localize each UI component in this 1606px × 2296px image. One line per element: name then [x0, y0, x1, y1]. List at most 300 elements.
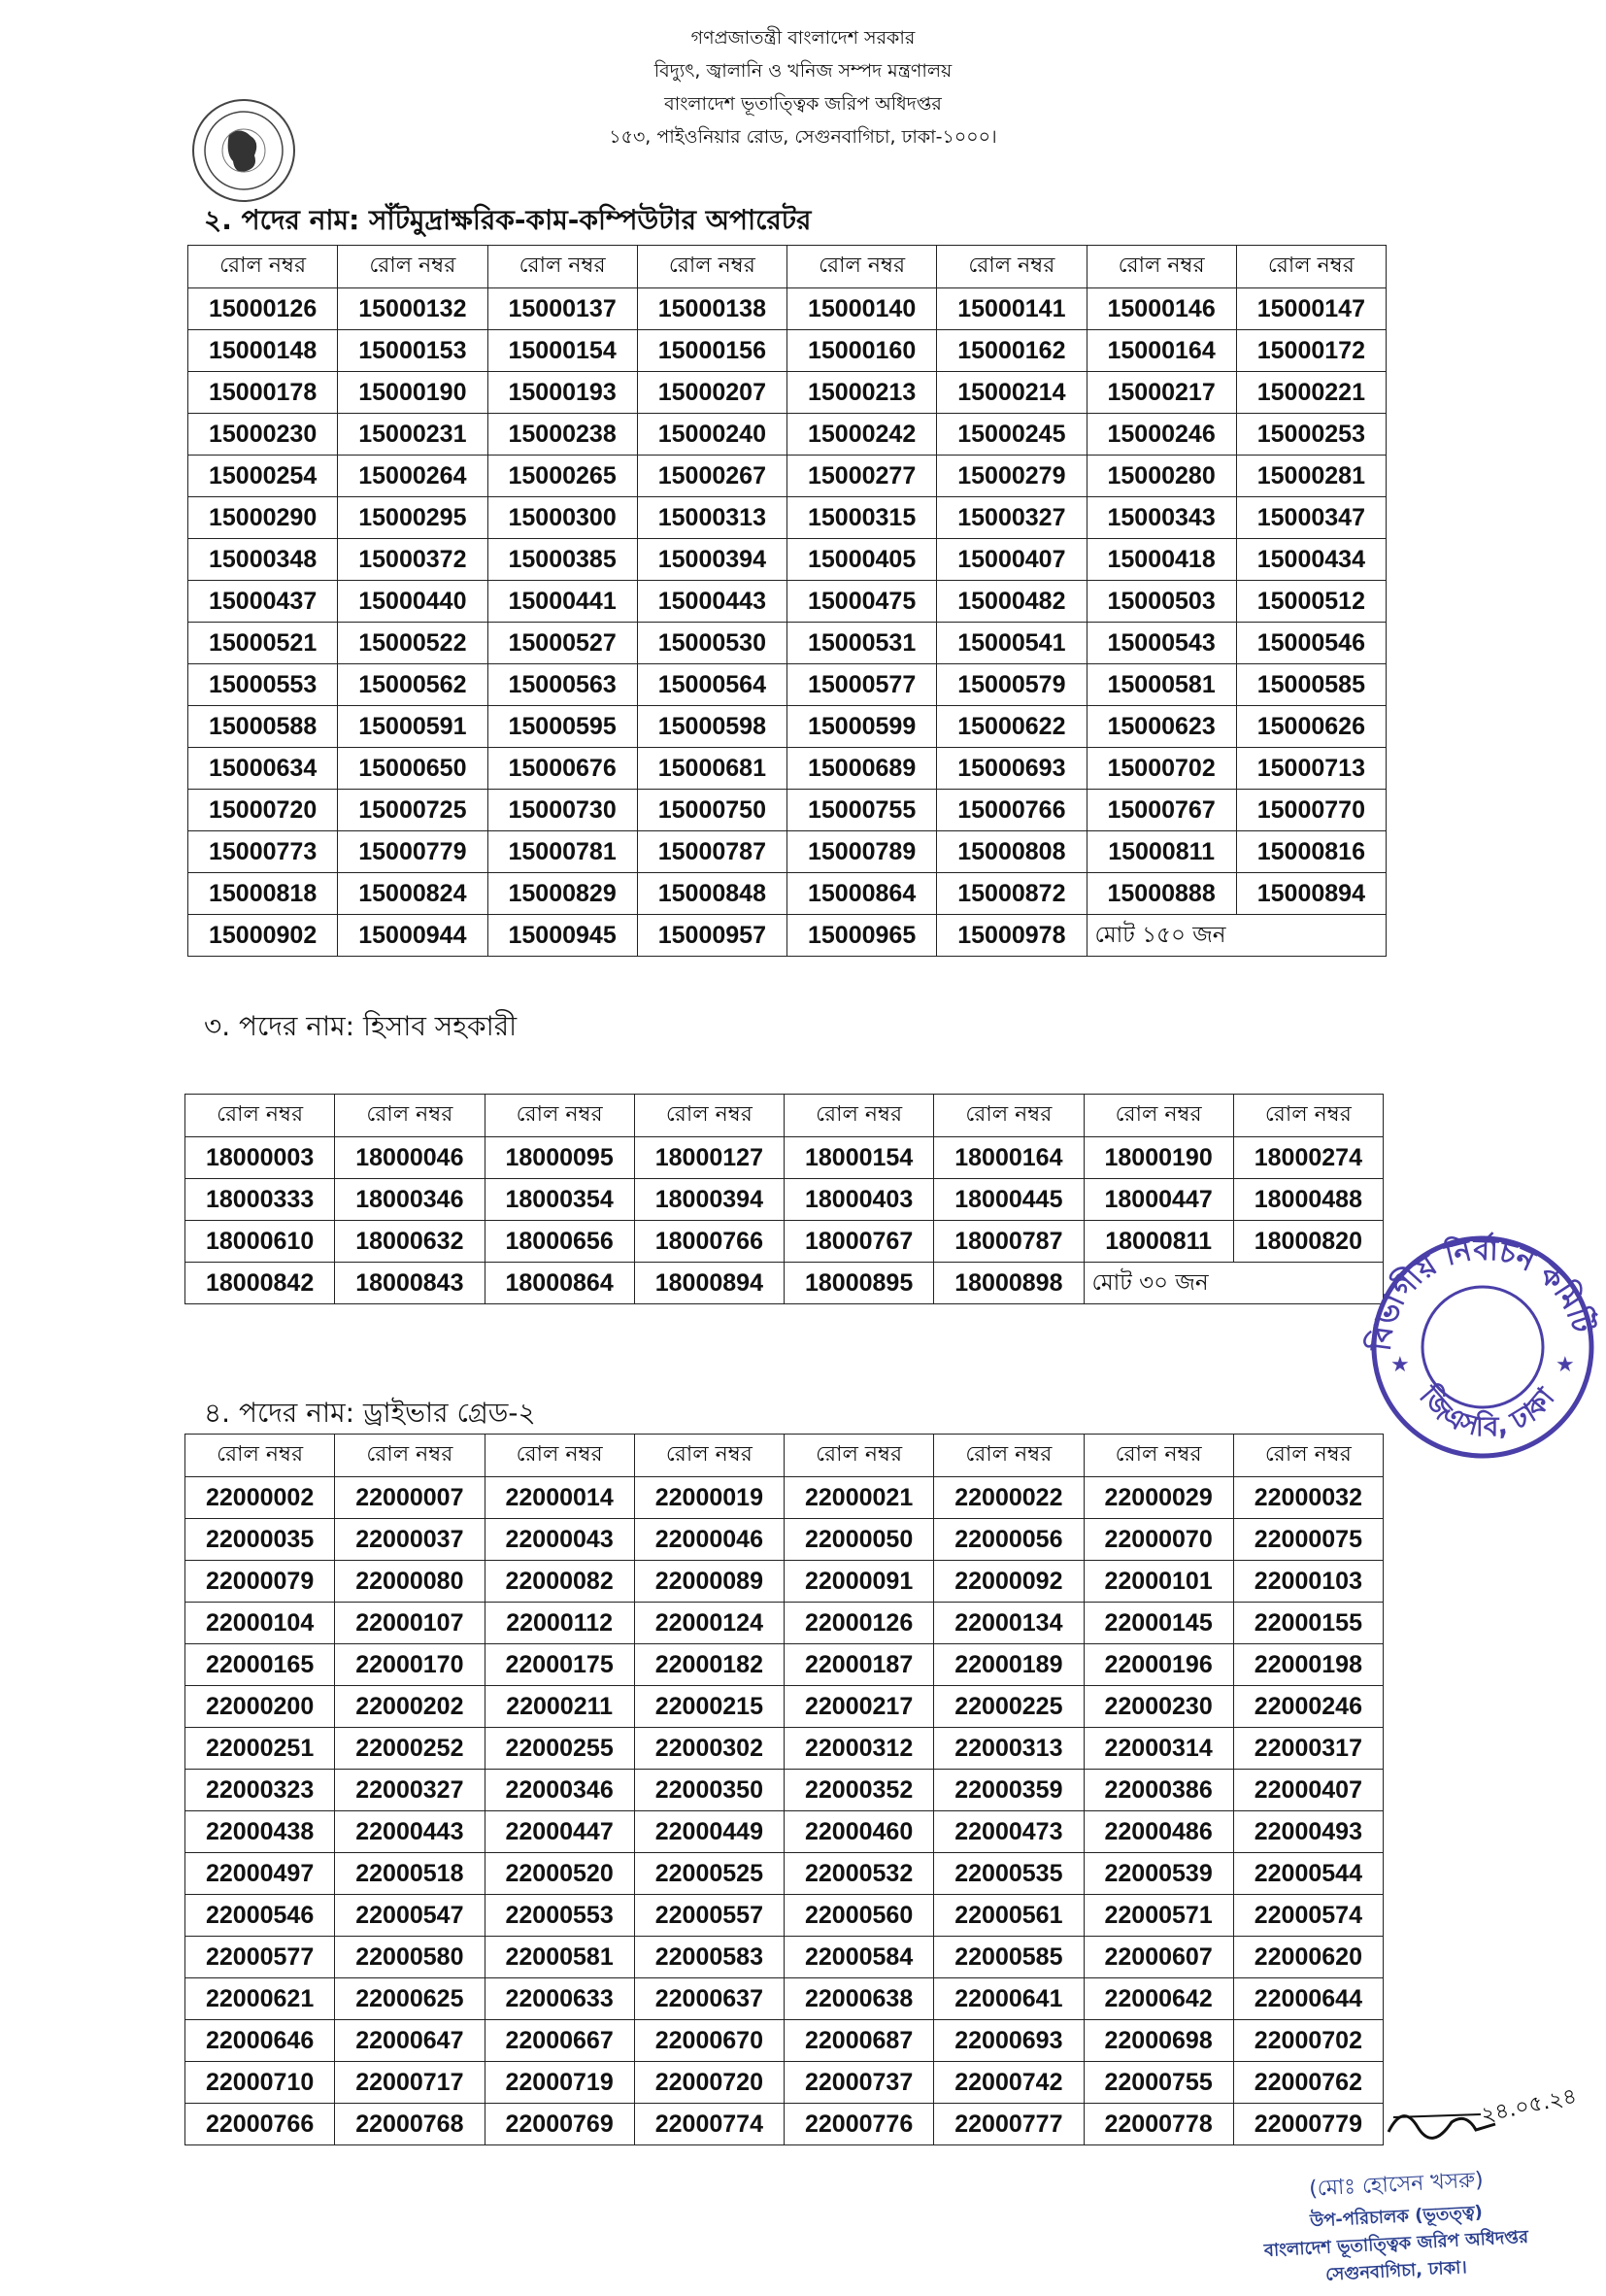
- roll-number-cell: 22000046: [634, 1519, 784, 1561]
- roll-number-cell: 15000599: [787, 706, 937, 748]
- roll-number-cell: 18000154: [785, 1137, 934, 1179]
- roll-number-cell: 18000274: [1233, 1137, 1383, 1179]
- roll-number-cell: 22000230: [1084, 1686, 1233, 1728]
- roll-number-cell: 18000127: [634, 1137, 784, 1179]
- roll-number-cell: 15000475: [787, 581, 937, 623]
- roll-number-cell: 22000580: [335, 1937, 485, 1978]
- table-row: [188, 539, 1387, 581]
- roll-number-cell: 18000895: [785, 1263, 934, 1304]
- roll-number-cell: 22000776: [785, 2104, 934, 2145]
- roll-number-cell: 22000126: [785, 1603, 934, 1644]
- roll-number-cell: 18000394: [634, 1179, 784, 1221]
- roll-number-cell: 22000002: [185, 1477, 335, 1519]
- roll-number-cell: 15000944: [338, 915, 487, 957]
- roll-number-cell: 22000352: [785, 1770, 934, 1811]
- roll-number-cell: 15000290: [188, 497, 338, 539]
- roll-number-cell: 22000641: [934, 1978, 1084, 2020]
- roll-number-cell: 22000547: [335, 1895, 485, 1937]
- column-header: রোল নম্বর: [1233, 1435, 1383, 1477]
- roll-number-cell: 15000437: [188, 581, 338, 623]
- roll-number-cell: 22000698: [1084, 2020, 1233, 2062]
- roll-number-cell: 22000302: [634, 1728, 784, 1770]
- roll-number-cell: 15000279: [937, 456, 1087, 497]
- table-row: [185, 2104, 1384, 2145]
- roll-number-cell: 22000032: [1233, 1477, 1383, 1519]
- roll-number-cell: 15000214: [937, 372, 1087, 414]
- roll-number-cell: 22000037: [335, 1519, 485, 1561]
- column-header: রোল নম্বর: [338, 246, 487, 288]
- roll-number-cell: 22000762: [1233, 2062, 1383, 2104]
- roll-number-cell: 15000434: [1236, 539, 1386, 581]
- table-row: [188, 497, 1387, 539]
- roll-number-cell: 15000178: [188, 372, 338, 414]
- roll-number-cell: 22000089: [634, 1561, 784, 1603]
- roll-number-cell: 15000622: [937, 706, 1087, 748]
- roll-number-cell: 22000621: [185, 1978, 335, 2020]
- roll-number-cell: 18000333: [185, 1179, 335, 1221]
- roll-number-cell: 22000103: [1233, 1561, 1383, 1603]
- roll-number-cell: 22000255: [485, 1728, 634, 1770]
- roll-number-cell: 18000843: [335, 1263, 485, 1304]
- roll-number-cell: 15000864: [787, 873, 937, 915]
- table-row: [185, 2062, 1384, 2104]
- roll-number-cell: 22000134: [934, 1603, 1084, 1644]
- roll-number-cell: 15000779: [338, 831, 487, 873]
- roll-number-cell: 22000443: [335, 1811, 485, 1853]
- roll-number-cell: 15000626: [1236, 706, 1386, 748]
- table-row: [185, 1853, 1384, 1895]
- signature-date-text: ২৪.০৫.২৪: [1479, 2083, 1580, 2129]
- roll-number-cell: 22000313: [934, 1728, 1084, 1770]
- roll-number-cell: 15000313: [637, 497, 786, 539]
- roll-number-cell: 15000770: [1236, 790, 1386, 831]
- roll-number-cell: 15000217: [1087, 372, 1236, 414]
- roll-number-cell: 15000623: [1087, 706, 1236, 748]
- roll-number-cell: 22000200: [185, 1686, 335, 1728]
- column-header: রোল নম্বর: [185, 1095, 335, 1137]
- roll-number-cell: 22000720: [634, 2062, 784, 2104]
- roll-number-cell: 18000046: [335, 1137, 485, 1179]
- roll-number-cell: 15000787: [637, 831, 786, 873]
- roll-number-cell: 15000781: [487, 831, 637, 873]
- roll-number-cell: 22000092: [934, 1561, 1084, 1603]
- roll-number-cell: 15000824: [338, 873, 487, 915]
- roll-number-cell: 22000021: [785, 1477, 934, 1519]
- roll-number-cell: 22000577: [185, 1937, 335, 1978]
- roll-number-cell: 15000162: [937, 330, 1087, 372]
- table-row: [188, 706, 1387, 748]
- roll-number-cell: 22000175: [485, 1644, 634, 1686]
- table-row: [188, 873, 1387, 915]
- roll-number-cell: 22000246: [1233, 1686, 1383, 1728]
- signature-date: [1384, 2083, 1597, 2151]
- roll-number-cell: 22000642: [1084, 1978, 1233, 2020]
- column-header: রোল নম্বর: [787, 246, 937, 288]
- roll-number-cell: 18000632: [335, 1221, 485, 1263]
- table-row: [188, 330, 1387, 372]
- roll-number-cell: 15000530: [637, 623, 786, 664]
- roll-number-cell: 22000082: [485, 1561, 634, 1603]
- roll-number-cell: 15000153: [338, 330, 487, 372]
- roll-number-cell: 15000766: [937, 790, 1087, 831]
- roll-number-cell: 22000717: [335, 2062, 485, 2104]
- roll-number-cell: 15000253: [1236, 414, 1386, 456]
- table-row: [185, 1477, 1384, 1519]
- roll-number-cell: 15000348: [188, 539, 338, 581]
- roll-number-cell: 22000742: [934, 2062, 1084, 2104]
- official-office: বাংলাদেশ ভূতাত্ত্বিক জরিপ অধিদপ্তর: [1263, 2226, 1529, 2262]
- roll-number-cell: 22000574: [1233, 1895, 1383, 1937]
- roll-number-cell: 22000251: [185, 1728, 335, 1770]
- column-header: রোল নম্বর: [487, 246, 637, 288]
- roll-number-cell: 15000595: [487, 706, 637, 748]
- roll-number-cell: 15000720: [188, 790, 338, 831]
- roll-number-cell: 15000713: [1236, 748, 1386, 790]
- roll-number-cell: 22000022: [934, 1477, 1084, 1519]
- table-row: [185, 1179, 1384, 1221]
- column-header: রোল নম্বর: [185, 1435, 335, 1477]
- roll-number-cell: 15000265: [487, 456, 637, 497]
- column-header: রোল নম্বর: [335, 1435, 485, 1477]
- roll-number-cell: 15000750: [637, 790, 786, 831]
- section-title-accounts-assistant: ৩. পদের নাম: হিসাব সহকারী: [204, 1010, 518, 1042]
- roll-number-cell: 18000447: [1084, 1179, 1233, 1221]
- table-row: [185, 1561, 1384, 1603]
- roll-number-cell: 18000445: [934, 1179, 1084, 1221]
- roll-number-cell: 15000811: [1087, 831, 1236, 873]
- roll-number-cell: 22000080: [335, 1561, 485, 1603]
- roll-number-cell: 15000190: [338, 372, 487, 414]
- column-header: রোল নম্বর: [637, 246, 786, 288]
- roll-number-cell: 22000670: [634, 2020, 784, 2062]
- roll-number-cell: 15000693: [937, 748, 1087, 790]
- roll-number-cell: 15000164: [1087, 330, 1236, 372]
- roll-number-cell: 22000211: [485, 1686, 634, 1728]
- roll-number-cell: 15000527: [487, 623, 637, 664]
- table-row: [185, 1603, 1384, 1644]
- table-row: [185, 1978, 1384, 2020]
- roll-table-driver: [184, 1434, 1384, 2145]
- roll-number-cell: 22000182: [634, 1644, 784, 1686]
- department-name: বাংলাদেশ ভূতাত্ত্বিক জরিপ অধিদপ্তর: [664, 93, 942, 115]
- roll-number-cell: 22000014: [485, 1477, 634, 1519]
- roll-number-cell: 15000254: [188, 456, 338, 497]
- column-header: রোল নম্বর: [485, 1095, 634, 1137]
- roll-number-cell: 22000314: [1084, 1728, 1233, 1770]
- roll-number-cell: 22000104: [185, 1603, 335, 1644]
- roll-number-cell: 15000277: [787, 456, 937, 497]
- roll-number-cell: 22000737: [785, 2062, 934, 2104]
- roll-number-cell: 15000634: [188, 748, 338, 790]
- stamp-bottom-text: জিএসবি, ঢাকা: [1413, 1380, 1561, 1443]
- roll-number-cell: 15000541: [937, 623, 1087, 664]
- column-header: রোল নম্বর: [634, 1095, 784, 1137]
- official-designation: উপ-পরিচালক (ভূতত্ত্ব): [1309, 2202, 1484, 2232]
- roll-number-cell: 22000768: [335, 2104, 485, 2145]
- roll-number-cell: 15000405: [787, 539, 937, 581]
- roll-number-cell: 15000267: [637, 456, 786, 497]
- roll-number-cell: 15000443: [637, 581, 786, 623]
- roll-number-cell: 15000564: [637, 664, 786, 706]
- roll-number-cell: 22000460: [785, 1811, 934, 1853]
- roll-number-cell: 22000035: [185, 1519, 335, 1561]
- roll-number-cell: 15000676: [487, 748, 637, 790]
- roll-number-cell: 22000520: [485, 1853, 634, 1895]
- roll-number-cell: 22000187: [785, 1644, 934, 1686]
- official-address: সেগুনবাগিচা, ঢাকা।: [1324, 2257, 1468, 2285]
- roll-number-cell: 15000238: [487, 414, 637, 456]
- roll-number-cell: 22000189: [934, 1644, 1084, 1686]
- roll-number-cell: 22000196: [1084, 1644, 1233, 1686]
- roll-number-cell: 15000315: [787, 497, 937, 539]
- roll-number-cell: 18000610: [185, 1221, 335, 1263]
- roll-number-cell: 22000112: [485, 1603, 634, 1644]
- roll-number-cell: 22000170: [335, 1644, 485, 1686]
- roll-number-cell: 22000202: [335, 1686, 485, 1728]
- roll-number-cell: 15000965: [787, 915, 937, 957]
- roll-number-cell: 15000160: [787, 330, 937, 372]
- total-count-cell: মোট ৩০ জন: [1084, 1263, 1384, 1304]
- roll-number-cell: 15000440: [338, 581, 487, 623]
- roll-number-cell: 22000560: [785, 1895, 934, 1937]
- roll-table-stenographer: [187, 245, 1387, 957]
- roll-number-cell: 22000584: [785, 1937, 934, 1978]
- roll-number-cell: 22000007: [335, 1477, 485, 1519]
- roll-number-cell: 15000407: [937, 539, 1087, 581]
- roll-number-cell: 22000386: [1084, 1770, 1233, 1811]
- roll-number-cell: 22000029: [1084, 1477, 1233, 1519]
- roll-number-cell: 22000056: [934, 1519, 1084, 1561]
- column-header: রোল নম্বর: [785, 1095, 934, 1137]
- roll-number-cell: 15000343: [1087, 497, 1236, 539]
- roll-number-cell: 18000488: [1233, 1179, 1383, 1221]
- roll-number-cell: 15000327: [937, 497, 1087, 539]
- roll-number-cell: 15000702: [1087, 748, 1236, 790]
- roll-number-cell: 22000535: [934, 1853, 1084, 1895]
- table-row: [185, 1811, 1384, 1853]
- table-row: [188, 790, 1387, 831]
- roll-number-cell: 22000637: [634, 1978, 784, 2020]
- ministry-name: বিদ্যুৎ, জ্বালানি ও খনিজ সম্পদ মন্ত্রণালয়: [653, 60, 953, 82]
- table-row: [188, 664, 1387, 706]
- roll-number-cell: 15000418: [1087, 539, 1236, 581]
- table-row: [185, 1937, 1384, 1978]
- roll-number-cell: 22000493: [1233, 1811, 1383, 1853]
- roll-number-cell: 15000172: [1236, 330, 1386, 372]
- roll-number-cell: 22000043: [485, 1519, 634, 1561]
- column-header: রোল নম্বর: [1236, 246, 1386, 288]
- roll-number-cell: 15000146: [1087, 288, 1236, 330]
- roll-number-cell: 22000350: [634, 1770, 784, 1811]
- svg-text:★: ★: [1390, 1353, 1410, 1377]
- roll-number-cell: 18000898: [934, 1263, 1084, 1304]
- roll-number-cell: 15000543: [1087, 623, 1236, 664]
- roll-number-cell: 15000503: [1087, 581, 1236, 623]
- roll-number-cell: 15000945: [487, 915, 637, 957]
- roll-number-cell: 22000766: [185, 2104, 335, 2145]
- roll-number-cell: 15000553: [188, 664, 338, 706]
- roll-number-cell: 15000230: [188, 414, 338, 456]
- roll-number-cell: 22000323: [185, 1770, 335, 1811]
- column-header: রোল নম্বর: [785, 1435, 934, 1477]
- roll-number-cell: 15000521: [188, 623, 338, 664]
- table-row: [188, 456, 1387, 497]
- table-row: [188, 288, 1387, 330]
- roll-number-cell: 22000620: [1233, 1937, 1383, 1978]
- roll-number-cell: 22000050: [785, 1519, 934, 1561]
- roll-number-cell: 15000281: [1236, 456, 1386, 497]
- roll-number-cell: 18000346: [335, 1179, 485, 1221]
- roll-number-cell: 22000486: [1084, 1811, 1233, 1853]
- roll-number-cell: 15000482: [937, 581, 1087, 623]
- roll-number-cell: 18000164: [934, 1137, 1084, 1179]
- roll-number-cell: 15000725: [338, 790, 487, 831]
- roll-number-cell: 15000156: [637, 330, 786, 372]
- roll-number-cell: 15000280: [1087, 456, 1236, 497]
- table-row: [188, 748, 1387, 790]
- table-row: [185, 1137, 1384, 1179]
- roll-number-cell: 22000312: [785, 1728, 934, 1770]
- roll-number-cell: 22000647: [335, 2020, 485, 2062]
- roll-number-cell: 15000588: [188, 706, 338, 748]
- roll-number-cell: 18000864: [485, 1263, 634, 1304]
- roll-number-cell: 22000075: [1233, 1519, 1383, 1561]
- table-row: [185, 1221, 1384, 1263]
- roll-number-cell: 15000264: [338, 456, 487, 497]
- roll-number-cell: 15000585: [1236, 664, 1386, 706]
- roll-number-cell: 15000808: [937, 831, 1087, 873]
- roll-number-cell: 15000579: [937, 664, 1087, 706]
- roll-number-cell: 15000577: [787, 664, 937, 706]
- column-header: রোল নম্বর: [485, 1435, 634, 1477]
- roll-number-cell: 18000787: [934, 1221, 1084, 1263]
- roll-number-cell: 18000767: [785, 1221, 934, 1263]
- office-address: ১৫৩, পাইওনিয়ার রোড, সেগুনবাগিচা, ঢাকা-১০০০।: [609, 126, 997, 148]
- roll-number-cell: 18000656: [485, 1221, 634, 1263]
- roll-number-cell: 22000561: [934, 1895, 1084, 1937]
- column-header: রোল নম্বর: [335, 1095, 485, 1137]
- roll-number-cell: 15000221: [1236, 372, 1386, 414]
- roll-number-cell: 22000079: [185, 1561, 335, 1603]
- roll-number-cell: 22000327: [335, 1770, 485, 1811]
- official-signature-block: [1192, 2168, 1600, 2285]
- roll-number-cell: 22000317: [1233, 1728, 1383, 1770]
- roll-number-cell: 22000447: [485, 1811, 634, 1853]
- roll-number-cell: 22000449: [634, 1811, 784, 1853]
- roll-number-cell: 22000585: [934, 1937, 1084, 1978]
- roll-number-cell: 22000539: [1084, 1853, 1233, 1895]
- table-header-row: [185, 1095, 1384, 1137]
- roll-number-cell: 15000295: [338, 497, 487, 539]
- table-row: [185, 1644, 1384, 1686]
- roll-number-cell: 15000789: [787, 831, 937, 873]
- roll-number-cell: 15000231: [338, 414, 487, 456]
- roll-number-cell: 18000766: [634, 1221, 784, 1263]
- roll-number-cell: 15000207: [637, 372, 786, 414]
- roll-number-cell: 22000124: [634, 1603, 784, 1644]
- roll-number-cell: 15000126: [188, 288, 338, 330]
- roll-number-cell: 15000213: [787, 372, 937, 414]
- table-row: [185, 2020, 1384, 2062]
- roll-number-cell: 22000646: [185, 2020, 335, 2062]
- roll-number-cell: 15000531: [787, 623, 937, 664]
- table-row: [188, 623, 1387, 664]
- roll-number-cell: 18000811: [1084, 1221, 1233, 1263]
- roll-number-cell: 15000755: [787, 790, 937, 831]
- table-row: [188, 581, 1387, 623]
- committee-stamp-icon: [1352, 1226, 1606, 1469]
- roll-number-cell: 22000774: [634, 2104, 784, 2145]
- roll-number-cell: 15000148: [188, 330, 338, 372]
- roll-number-cell: 22000755: [1084, 2062, 1233, 2104]
- roll-number-cell: 15000137: [487, 288, 637, 330]
- stamp-top-text: বিভাগীয় নির্বাচন কমিটি: [1363, 1232, 1599, 1354]
- roll-number-cell: 22000525: [634, 1853, 784, 1895]
- roll-number-cell: 22000019: [634, 1477, 784, 1519]
- roll-number-cell: 15000240: [637, 414, 786, 456]
- roll-number-cell: 22000101: [1084, 1561, 1233, 1603]
- roll-number-cell: 15000581: [1087, 664, 1236, 706]
- roll-number-cell: 22000719: [485, 2062, 634, 2104]
- roll-number-cell: 18000842: [185, 1263, 335, 1304]
- column-header: রোল নম্বর: [188, 246, 338, 288]
- roll-number-cell: 15000512: [1236, 581, 1386, 623]
- roll-number-cell: 15000872: [937, 873, 1087, 915]
- table-header-row: [188, 246, 1387, 288]
- column-header: রোল নম্বর: [634, 1435, 784, 1477]
- roll-number-cell: 18000354: [485, 1179, 634, 1221]
- roll-number-cell: 22000518: [335, 1853, 485, 1895]
- roll-number-cell: 15000246: [1087, 414, 1236, 456]
- government-name: গণপ্রজাতন্ত্রী বাংলাদেশ সরকার: [690, 27, 916, 49]
- roll-number-cell: 22000544: [1233, 1853, 1383, 1895]
- roll-number-cell: 22000710: [185, 2062, 335, 2104]
- roll-number-cell: 15000372: [338, 539, 487, 581]
- roll-number-cell: 22000702: [1233, 2020, 1383, 2062]
- column-header: রোল নম্বর: [1084, 1435, 1233, 1477]
- roll-number-cell: 22000107: [335, 1603, 485, 1644]
- roll-number-cell: 15000816: [1236, 831, 1386, 873]
- roll-number-cell: 15000773: [188, 831, 338, 873]
- roll-number-cell: 22000070: [1084, 1519, 1233, 1561]
- table-row: [185, 1770, 1384, 1811]
- roll-number-cell: 22000581: [485, 1937, 634, 1978]
- roll-number-cell: 22000217: [785, 1686, 934, 1728]
- roll-number-cell: 22000644: [1233, 1978, 1383, 2020]
- roll-number-cell: 22000553: [485, 1895, 634, 1937]
- roll-number-cell: 15000193: [487, 372, 637, 414]
- table-row: [188, 915, 1387, 957]
- roll-number-cell: 15000245: [937, 414, 1087, 456]
- column-header: রোল নম্বর: [1084, 1095, 1233, 1137]
- table-row: [188, 414, 1387, 456]
- roll-number-cell: 15000681: [637, 748, 786, 790]
- roll-number-cell: 22000638: [785, 1978, 934, 2020]
- roll-number-cell: 18000190: [1084, 1137, 1233, 1179]
- roll-number-cell: 22000346: [485, 1770, 634, 1811]
- roll-number-cell: 15000598: [637, 706, 786, 748]
- column-header: রোল নম্বর: [934, 1435, 1084, 1477]
- roll-number-cell: 22000359: [934, 1770, 1084, 1811]
- roll-number-cell: 15000138: [637, 288, 786, 330]
- roll-number-cell: 22000145: [1084, 1603, 1233, 1644]
- roll-number-cell: 15000818: [188, 873, 338, 915]
- roll-number-cell: 15000957: [637, 915, 786, 957]
- section-title-stenographer: ২. পদের নাম: সাঁটমুদ্রাক্ষরিক-কাম-কম্পিউটার অপারেটর: [204, 204, 812, 236]
- roll-number-cell: 22000407: [1233, 1770, 1383, 1811]
- roll-number-cell: 22000198: [1233, 1644, 1383, 1686]
- roll-number-cell: 22000687: [785, 2020, 934, 2062]
